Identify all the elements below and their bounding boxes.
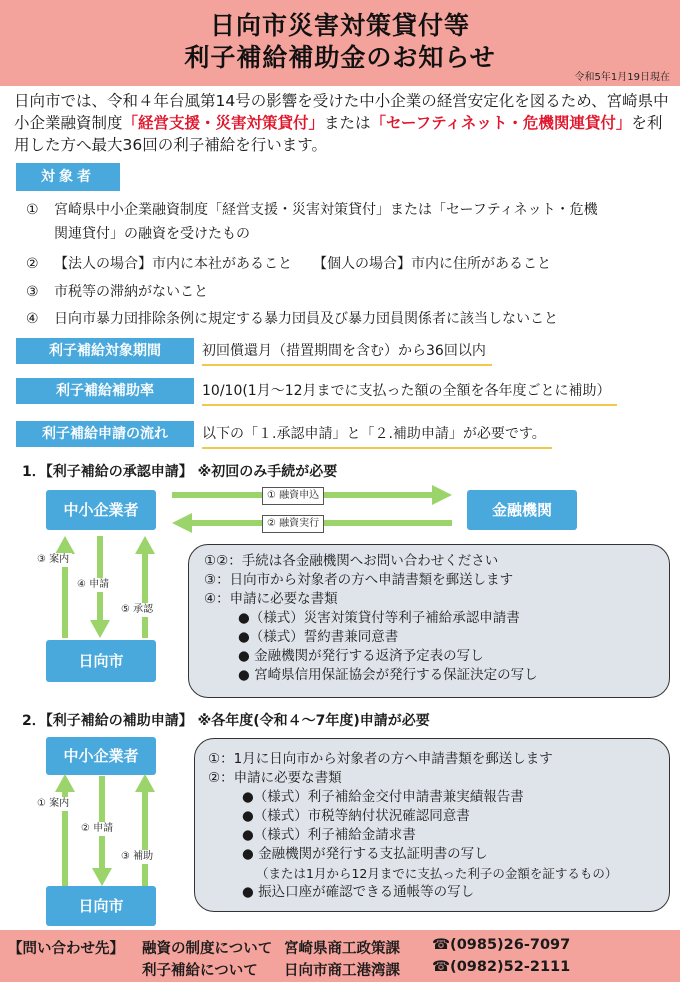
section2-title: 2．【利子補給の補助申請】 ※各年度(令和４～7年度)申請が必要 [22,713,430,729]
target-item-1 [26,198,598,222]
period-text: 初回償還月（措置期間を含む）から36回以内 [202,338,492,366]
subsidy-tag: ③ 補助 [118,850,156,864]
intro-highlight-2: 「セーフティネット・危機関連貸付」 [370,114,632,132]
sme-node: 中小企業者 [46,490,156,530]
rate-label: 利子補給補助率 [16,378,194,404]
section1-title: 1．【利子補給の承認申請】 ※初回のみ手続が必要 [22,464,338,480]
intro-paragraph [14,90,670,156]
city-node-2: 日向市 [46,886,156,926]
target-item-4 [26,307,558,331]
target-item-text: 関連貸付」の融資を受けたもの [54,226,250,242]
info-line: ①②：手続は各金融機関へお問い合わせください [204,553,499,569]
info-line: ①：1月に日向市から対象者の方へ申請書類を郵送します [208,751,553,767]
info-line: ③：日向市から対象者の方へ申請書類を郵送します [204,572,514,588]
target-item-text: 市税等の滞納がないこと [54,284,208,300]
target-item-1-cont [26,222,250,246]
info-line: ● 宮崎県信用保証協会が発行する保証決定の写し [238,667,538,683]
intro-text-3: を利用した方へ最大36回の利子補給を行います。 [14,114,663,154]
info-line: （または1月から12月までに支払った利子の金額を証するもの） [256,866,618,881]
target-item-num: ② [26,256,39,272]
contact-topic-1: 融資の制度について [142,941,273,957]
contact-label: 【問い合わせ先】 [8,941,124,957]
contact-tel-2[interactable]: ☎(0982)52-2111 [432,959,571,975]
info-line: ●（様式）誓約書兼同意書 [238,629,399,645]
flow-text: 以下の「１.承認申請」と「２.補助申請」が必要です。 [202,421,552,449]
period-label: 利子補給対象期間 [16,338,194,364]
target-item-num: ④ [26,311,39,327]
page-title-line1: 日向市災害対策貸付等 [209,11,470,40]
contact-topic-2: 利子補給について [142,963,258,979]
target-label: 対象者 [16,163,120,191]
flow-label: 利子補給申請の流れ [16,421,194,447]
city-node: 日向市 [46,640,156,682]
apply-tag: ④ 申請 [74,578,112,592]
target-item-3 [26,280,208,304]
guide-tag: ③ 案内 [34,553,72,567]
bank-node: 金融機関 [467,490,577,530]
intro-text-2: または [324,114,371,132]
issue-date: 令和5年1月19日現在 [574,72,670,83]
info-line: ● 金融機関が発行する返済予定表の写し [238,648,484,664]
contact-tel-1[interactable]: ☎(0985)26-7097 [432,937,571,953]
target-item-num: ① [26,202,39,218]
info-line: ②：申請に必要な書類 [208,770,342,786]
info-line: ● 振込口座が確認できる通帳等の写し [242,884,475,900]
info-line: ●（様式）利子補給金交付申請書兼実績報告書 [242,789,524,805]
info-line: ④：申請に必要な書類 [204,591,338,607]
target-item-text: 【法人の場合】市内に本社があること 【個人の場合】市内に住所があること [54,256,551,272]
sme-node-2: 中小企業者 [46,737,156,775]
info-line: ●（様式）利子補給金請求書 [242,827,416,843]
intro-text-1: 日向市では、令和４年台風第14号の影響を受けた中小企業の経営安定化を図るため、宮崎県中小企業融資制度 [14,92,669,132]
apply-loan-tag: ① 融資申込 [262,487,324,505]
target-item-2 [26,252,551,276]
section2-info-lines [208,750,617,902]
info-line: ● 金融機関が発行する支払証明書の写し [242,846,488,862]
target-item-text: 日向市暴力団排除条例に規定する暴力団員及び暴力団員関係者に該当しないこと [54,311,558,327]
section1-info-lines [204,552,538,685]
apply-tag-2: ② 申請 [78,822,116,836]
approve-tag: ⑤ 承認 [118,603,156,617]
contact-dept-2: 日向市商工港湾課 [284,963,400,979]
guide-tag-2: ① 案内 [34,797,72,811]
target-item-text: 宮崎県中小企業融資制度「経営支援・災害対策貸付」または「セーフティネット・危機 [54,202,598,218]
info-line: ●（様式）市税等納付状況確認同意書 [242,808,470,824]
intro-highlight-1: 「経営支援・災害対策貸付」 [122,114,325,132]
page-title-line2: 利子補給補助金のお知らせ [184,43,496,72]
loan-exec-tag: ② 融資実行 [262,515,324,533]
contact-dept-1: 宮崎県商工政策課 [284,941,400,957]
rate-text: 10/10(1月～12月までに支払った額の全額を各年度ごとに補助） [202,378,617,406]
target-item-num: ③ [26,284,39,300]
info-line: ●（様式）災害対策貸付等利子補給承認申請書 [238,610,520,626]
